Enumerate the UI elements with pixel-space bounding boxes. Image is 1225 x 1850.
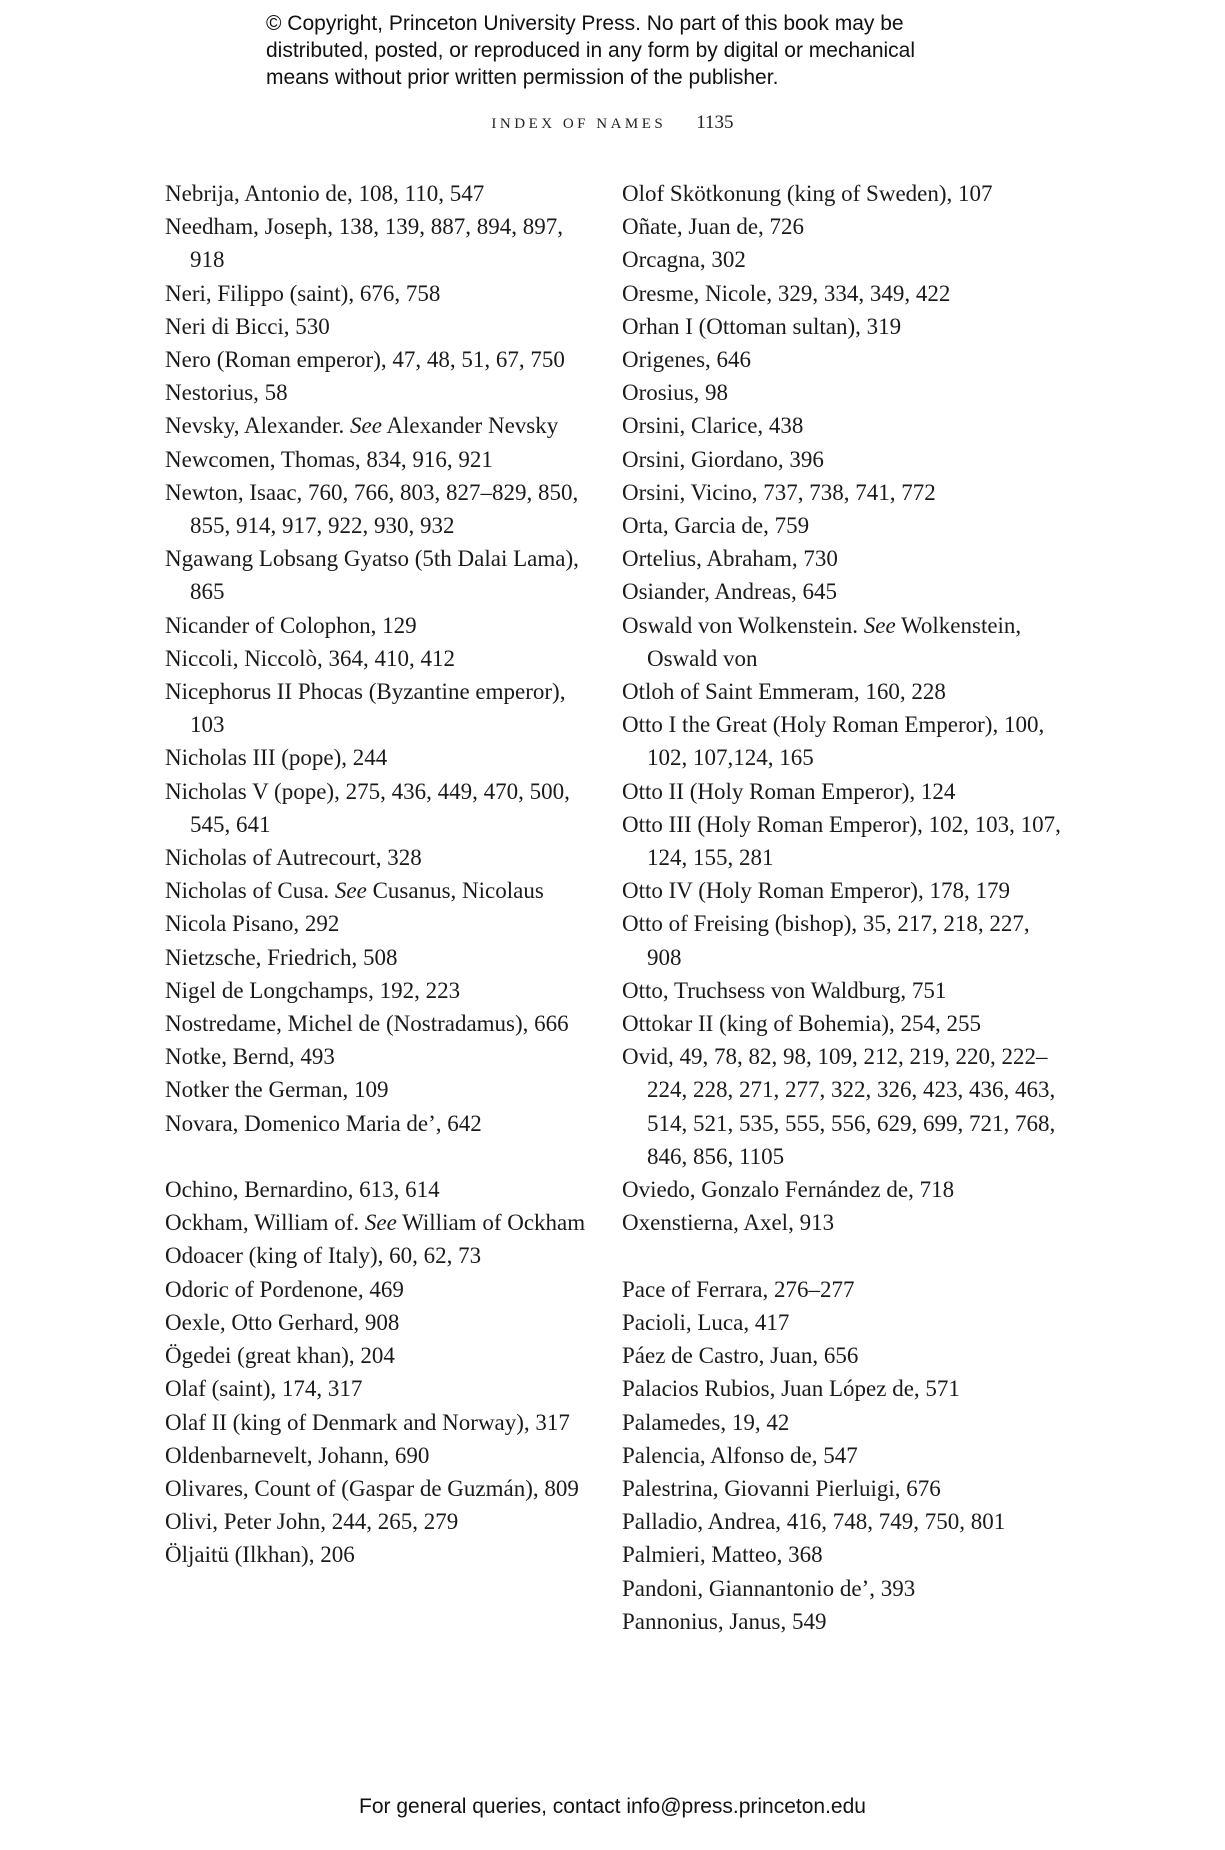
copyright-notice — [266, 10, 1026, 91]
see-reference-target: Cusanus, Nicolaus — [366, 878, 544, 904]
index-entry: Oñate, Juan de, 726 — [622, 214, 805, 240]
index-entry: Nestorius, 58 — [165, 380, 288, 406]
index-entry: Nero (Roman emperor), 47, 48, 51, 67, 750 — [165, 347, 565, 373]
index-entry: Ögedei (great khan), 204 — [165, 1343, 395, 1369]
index-entry: Olaf II (king of Denmark and Norway), 317 — [165, 1409, 570, 1435]
index-entry: Ochino, Bernardino, 613, 614 — [165, 1177, 440, 1203]
running-head-title: INDEX OF NAMES — [491, 116, 667, 132]
index-entry: Orsini, Clarice, 438 — [622, 413, 804, 439]
see-reference-label: See — [334, 878, 367, 904]
index-entry: Otto IV (Holy Roman Emperor), 178, 179 — [622, 878, 1010, 904]
index-entry: Nietzsche, Friedrich, 508 — [165, 944, 398, 970]
index-entry: Olivares, Count of (Gaspar de Guzmán), 809 — [165, 1475, 579, 1501]
index-entry: Nicholas III (pope), 244 — [165, 745, 388, 771]
index-entry: Otto I the Great (Holy Roman Emperor), 100, 102, 107,124, 165 — [622, 712, 1045, 771]
index-entry: Oexle, Otto Gerhard, 908 — [165, 1309, 400, 1335]
index-entry: Oldenbarnevelt, Johann, 690 — [165, 1442, 430, 1468]
index-entry: Otloh of Saint Emmeram, 160, 228 — [622, 679, 946, 705]
index-entry: Ngawang Lobsang Gyatso (5th Dalai Lama), 865 — [165, 546, 579, 605]
index-entry: Otto III (Holy Roman Emperor), 102, 103, 107, 124, 155, 281 — [622, 811, 1061, 871]
index-column-right — [622, 177, 1062, 1638]
index-entry: Palamedes, 19, 42 — [622, 1409, 790, 1435]
index-entry: Nostredame, Michel de (Nostradamus), 666 — [165, 1011, 569, 1037]
index-entry: Orta, Garcia de, 759 — [622, 513, 810, 539]
index-entry: Otto, Truchsess von Waldburg, 751 — [622, 977, 947, 1003]
index-entry: Palmieri, Matteo, 368 — [622, 1542, 823, 1568]
index-column-left — [165, 177, 595, 1572]
index-entry: Pandoni, Giannantonio de’, 393 — [622, 1575, 916, 1601]
entry-heading: Nicholas of Cusa. — [165, 878, 335, 904]
index-entry: Öljaitü (Ilkhan), 206 — [165, 1542, 355, 1568]
index-entry: Notker the German, 109 — [165, 1077, 389, 1103]
index-entry: Olaf (saint), 174, 317 — [165, 1376, 363, 1402]
index-entry: Nicephorus II Phocas (Byzantine emperor), 103 — [165, 679, 566, 738]
index-entry: Nigel de Longchamps, 192, 223 — [165, 977, 461, 1003]
entry-heading: Nevsky, Alexander. — [165, 413, 351, 439]
index-entry: Palencia, Alfonso de, 547 — [622, 1442, 858, 1468]
index-entry: Pacioli, Luca, 417 — [622, 1309, 790, 1335]
index-entry: Niccoli, Niccolò, 364, 410, 412 — [165, 645, 456, 671]
index-entry: Nicola Pisano, 292 — [165, 911, 340, 937]
page-number: 1135 — [696, 112, 734, 133]
see-reference-target: William of Ockham — [396, 1210, 586, 1236]
index-entry: Orsini, Giordano, 396 — [622, 446, 824, 472]
index-entry: Olof Skötkonung (king of Sweden), 107 — [622, 181, 993, 206]
copyright-line: © Copyright, Princeton University Press. No part of this book may be — [266, 12, 904, 35]
see-reference-label: See — [350, 413, 382, 439]
copyright-line: distributed, posted, or reproduced in any form by digital or mechanical — [266, 39, 916, 62]
running-head — [0, 112, 1225, 134]
index-entry: Orhan I (Ottoman sultan), 319 — [622, 313, 902, 339]
index-entry: Ottokar II (king of Bohemia), 254, 255 — [622, 1011, 981, 1037]
index-entry: Nicholas of Autrecourt, 328 — [165, 845, 422, 871]
index-entry: Orcagna, 302 — [622, 247, 746, 273]
footer-contact: For general queries, contact info@press.princeton.edu — [359, 1795, 866, 1818]
index-entry: Nebrija, Antonio de, 108, 110, 547 — [165, 181, 485, 206]
index-entry: Palacios Rubios, Juan López de, 571 — [622, 1376, 960, 1402]
index-entry: Oxenstierna, Axel, 913 — [622, 1210, 835, 1236]
index-entry: Osiander, Andreas, 645 — [622, 579, 837, 605]
see-reference-target: Wolkenstein, Oswald von — [647, 612, 1022, 671]
see-reference-label: See — [364, 1210, 397, 1236]
index-entry: Palestrina, Giovanni Pierluigi, 676 — [622, 1475, 941, 1501]
index-entry: Newcomen, Thomas, 834, 916, 921 — [165, 446, 493, 472]
copyright-line: means without prior written permission of the publisher. — [266, 66, 779, 89]
index-entry: Odoric of Pordenone, 469 — [165, 1276, 404, 1302]
index-entry: Orosius, 98 — [622, 380, 729, 406]
see-reference-label: See — [863, 612, 896, 638]
entry-heading: Ockham, William of. — [165, 1210, 365, 1236]
index-entry: Otto of Freising (bishop), 35, 217, 218, 227, 908 — [622, 911, 1030, 970]
index-entry: Novara, Domenico Maria de’, 642 — [165, 1110, 482, 1136]
index-entry: Ortelius, Abraham, 730 — [622, 546, 838, 572]
index-entry: Olivi, Peter John, 244, 265, 279 — [165, 1509, 459, 1535]
index-entry: Oresme, Nicole, 329, 334, 349, 422 — [622, 280, 951, 306]
index-entry: Orsini, Vicino, 737, 738, 741, 772 — [622, 479, 936, 505]
index-entry: Oviedo, Gonzalo Fernández de, 718 — [622, 1177, 955, 1203]
index-entry: Pace of Ferrara, 276–277 — [622, 1276, 855, 1302]
index-entry: Notke, Bernd, 493 — [165, 1044, 335, 1070]
index-entry: Nicholas V (pope), 275, 436, 449, 470, 500, 545, 641 — [165, 778, 570, 837]
index-entry: Origenes, 646 — [622, 347, 752, 373]
index-entry: Ovid, 49, 78, 82, 98, 109, 212, 219, 220, 222–224, 228, 271, 277, 322, 326, 423, 436, 463, 514, 521, 535, 555, 556, 629, 699, 721, 768, 846, 856, 1105 — [622, 1044, 1056, 1169]
index-entry: Neri di Bicci, 530 — [165, 313, 330, 339]
index-entry — [165, 1206, 595, 1239]
index-entry: Pannonius, Janus, 549 — [622, 1608, 827, 1634]
entry-heading: Oswald von Wolkenstein. — [622, 612, 864, 638]
index-entry: Odoacer (king of Italy), 60, 62, 73 — [165, 1243, 482, 1269]
index-entry: Páez de Castro, Juan, 656 — [622, 1343, 859, 1369]
index-entry: Neri, Filippo (saint), 676, 758 — [165, 280, 441, 306]
see-reference-target: Alexander Nevsky — [381, 413, 559, 439]
index-entry: Palladio, Andrea, 416, 748, 749, 750, 801 — [622, 1509, 1006, 1535]
index-entry: Nicander of Colophon, 129 — [165, 612, 417, 638]
index-entry — [165, 874, 595, 907]
index-entry: Newton, Isaac, 760, 766, 803, 827–829, 850, 855, 914, 917, 922, 930, 932 — [165, 479, 579, 539]
index-entry — [165, 409, 595, 442]
index-entry — [622, 609, 1062, 675]
index-entry: Needham, Joseph, 138, 139, 887, 894, 897, 918 — [165, 214, 563, 273]
index-entry: Otto II (Holy Roman Emperor), 124 — [622, 778, 956, 804]
